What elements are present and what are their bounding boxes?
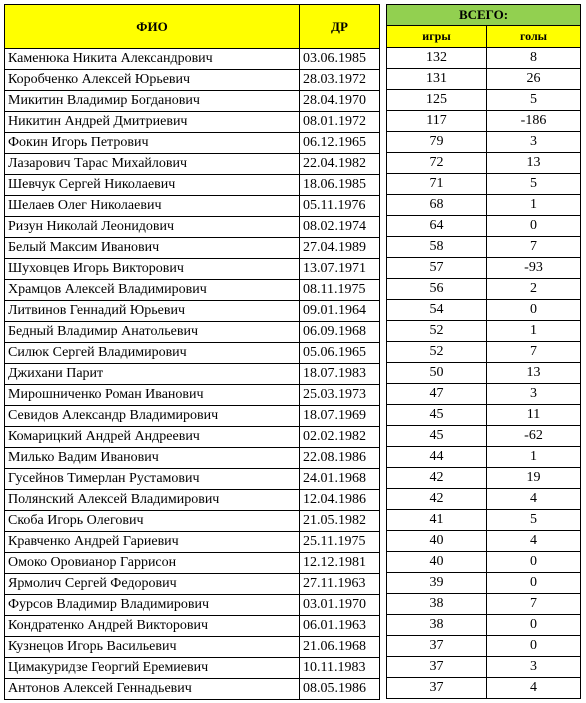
table-row [5,658,380,679]
games-count: 56 [387,279,487,300]
player-name: Литвинов Геннадий Юрьевич [5,301,300,322]
player-name: Лазарович Тарас Михайлович [5,154,300,175]
goals-count: 4 [487,489,581,510]
player-name: Коробченко Алексей Юрьевич [5,70,300,91]
table-row [5,322,380,343]
games-count: 45 [387,426,487,447]
goals-count: -186 [487,111,581,132]
table-row [5,70,380,91]
header-goals: голы [487,26,581,48]
player-dob: 05.11.1976 [300,196,380,217]
table-row [5,280,380,301]
totals-row [387,342,581,363]
player-name: Микитин Владимир Богданович [5,91,300,112]
player-name: Белый Максим Иванович [5,238,300,259]
table-row [5,406,380,427]
players-table-body [5,49,380,700]
player-dob: 28.03.1972 [300,70,380,91]
player-name: Силюк Сергей Владимирович [5,343,300,364]
totals-row [387,426,581,447]
player-dob: 06.12.1965 [300,133,380,154]
player-dob: 08.05.1986 [300,679,380,700]
games-count: 40 [387,552,487,573]
goals-count: 4 [487,531,581,552]
totals-row [387,111,581,132]
totals-row [387,594,581,615]
player-name: Цимакуридзе Георгий Еремиевич [5,658,300,679]
table-row [5,154,380,175]
table-row [5,364,380,385]
goals-count: 11 [487,405,581,426]
player-dob: 09.01.1964 [300,301,380,322]
table-row [5,217,380,238]
player-dob: 27.11.1963 [300,574,380,595]
games-count: 52 [387,321,487,342]
games-count: 38 [387,594,487,615]
player-dob: 22.08.1986 [300,448,380,469]
player-dob: 25.11.1975 [300,532,380,553]
totals-row [387,573,581,594]
player-dob: 08.11.1975 [300,280,380,301]
goals-count: 5 [487,174,581,195]
player-dob: 18.07.1969 [300,406,380,427]
player-name: Бедный Владимир Анатольевич [5,322,300,343]
totals-row [387,279,581,300]
games-count: 68 [387,195,487,216]
totals-row [387,132,581,153]
games-count: 37 [387,678,487,699]
player-dob: 25.03.1973 [300,385,380,406]
totals-row [387,363,581,384]
goals-count: 0 [487,216,581,237]
player-dob: 13.07.1971 [300,259,380,280]
player-name: Никитин Андрей Дмитриевич [5,112,300,133]
games-count: 131 [387,69,487,90]
table-row [5,343,380,364]
goals-count: 3 [487,132,581,153]
player-name: Шевчук Сергей Николаевич [5,175,300,196]
player-dob: 21.05.1982 [300,511,380,532]
player-name: Ризун Николай Леонидович [5,217,300,238]
goals-count: 13 [487,153,581,174]
player-dob: 10.11.1983 [300,658,380,679]
table-row [5,616,380,637]
player-dob: 24.01.1968 [300,469,380,490]
games-count: 125 [387,90,487,111]
table-row [5,511,380,532]
player-name: Комарицкий Андрей Андреевич [5,427,300,448]
totals-row [387,552,581,573]
games-count: 37 [387,636,487,657]
totals-row [387,657,581,678]
player-name: Кондратенко Андрей Викторович [5,616,300,637]
player-dob: 18.07.1983 [300,364,380,385]
goals-count: 8 [487,48,581,69]
games-count: 39 [387,573,487,594]
goals-count: 0 [487,636,581,657]
player-name: Фокин Игорь Петрович [5,133,300,154]
games-count: 79 [387,132,487,153]
games-count: 132 [387,48,487,69]
games-count: 40 [387,531,487,552]
goals-count: 19 [487,468,581,489]
player-dob: 18.06.1985 [300,175,380,196]
totals-table-body [387,48,581,699]
games-count: 42 [387,489,487,510]
table-row [5,448,380,469]
goals-count: 5 [487,90,581,111]
player-name: Мирошниченко Роман Иванович [5,385,300,406]
goals-count: -93 [487,258,581,279]
table-row [5,238,380,259]
games-count: 42 [387,468,487,489]
player-dob: 03.01.1970 [300,595,380,616]
totals-row [387,48,581,69]
games-count: 37 [387,657,487,678]
totals-row [387,69,581,90]
goals-count: -62 [487,426,581,447]
player-dob: 03.06.1985 [300,49,380,70]
goals-count: 0 [487,552,581,573]
games-count: 54 [387,300,487,321]
goals-count: 3 [487,384,581,405]
goals-count: 0 [487,300,581,321]
totals-row [387,405,581,426]
goals-count: 26 [487,69,581,90]
totals-row [387,489,581,510]
games-count: 38 [387,615,487,636]
player-name: Гусейнов Тимерлан Рустамович [5,469,300,490]
player-dob: 06.09.1968 [300,322,380,343]
table-row [5,385,380,406]
player-name: Скоба Игорь Олегович [5,511,300,532]
player-name: Шуховцев Игорь Викторович [5,259,300,280]
player-dob: 12.04.1986 [300,490,380,511]
totals-row [387,90,581,111]
totals-row [387,216,581,237]
player-dob: 27.04.1989 [300,238,380,259]
player-dob: 05.06.1965 [300,343,380,364]
games-count: 117 [387,111,487,132]
table-row [5,637,380,658]
player-dob: 08.01.1972 [300,112,380,133]
totals-row [387,447,581,468]
totals-table [386,4,581,699]
games-count: 52 [387,342,487,363]
player-dob: 28.04.1970 [300,91,380,112]
player-dob: 12.12.1981 [300,553,380,574]
player-name: Полянский Алексей Владимирович [5,490,300,511]
table-row [5,175,380,196]
table-row [5,301,380,322]
player-dob: 06.01.1963 [300,616,380,637]
player-dob: 02.02.1982 [300,427,380,448]
totals-row [387,237,581,258]
totals-row [387,678,581,699]
totals-row [387,531,581,552]
goals-count: 7 [487,594,581,615]
player-name: Джихани Парит [5,364,300,385]
players-table [4,4,380,700]
games-count: 57 [387,258,487,279]
games-count: 44 [387,447,487,468]
table-row [5,490,380,511]
games-count: 45 [387,405,487,426]
totals-row [387,174,581,195]
goals-count: 7 [487,342,581,363]
goals-count: 1 [487,447,581,468]
goals-count: 3 [487,657,581,678]
games-count: 64 [387,216,487,237]
table-row [5,196,380,217]
header-games: игры [387,26,487,48]
player-name: Милько Вадим Иванович [5,448,300,469]
table-row [5,427,380,448]
goals-count: 7 [487,237,581,258]
totals-row [387,636,581,657]
table-row [5,595,380,616]
player-dob: 21.06.1968 [300,637,380,658]
totals-row [387,153,581,174]
goals-count: 1 [487,195,581,216]
player-name: Каменюка Никита Александрович [5,49,300,70]
player-name: Храмцов Алексей Владимирович [5,280,300,301]
totals-row [387,510,581,531]
player-name: Кузнецов Игорь Васильевич [5,637,300,658]
games-count: 71 [387,174,487,195]
player-dob: 08.02.1974 [300,217,380,238]
table-row [5,469,380,490]
header-dob: ДР [300,5,380,49]
table-row [5,553,380,574]
totals-row [387,384,581,405]
totals-row [387,321,581,342]
table-row [5,532,380,553]
player-name: Шелаев Олег Николаевич [5,196,300,217]
games-count: 58 [387,237,487,258]
totals-row [387,468,581,489]
player-name: Ярмолич Сергей Федорович [5,574,300,595]
table-row [5,574,380,595]
player-name: Фурсов Владимир Владимирович [5,595,300,616]
totals-row [387,300,581,321]
games-count: 47 [387,384,487,405]
goals-count: 0 [487,615,581,636]
goals-count: 13 [487,363,581,384]
table-row [5,259,380,280]
player-name: Антонов Алексей Геннадьевич [5,679,300,700]
player-name: Севидов Александр Владимирович [5,406,300,427]
goals-count: 0 [487,573,581,594]
player-name: Омоко Оровианор Гаррисон [5,553,300,574]
totals-row [387,195,581,216]
table-row [5,91,380,112]
player-name: Кравченко Андрей Гариевич [5,532,300,553]
table-row [5,679,380,700]
table-row [5,112,380,133]
games-count: 41 [387,510,487,531]
table-row [5,133,380,154]
header-name: ФИО [5,5,300,49]
totals-row [387,258,581,279]
goals-count: 2 [487,279,581,300]
totals-row [387,615,581,636]
goals-count: 5 [487,510,581,531]
goals-count: 1 [487,321,581,342]
table-row [5,49,380,70]
games-count: 50 [387,363,487,384]
header-total: ВСЕГО: [387,5,581,26]
games-count: 72 [387,153,487,174]
player-dob: 22.04.1982 [300,154,380,175]
goals-count: 4 [487,678,581,699]
